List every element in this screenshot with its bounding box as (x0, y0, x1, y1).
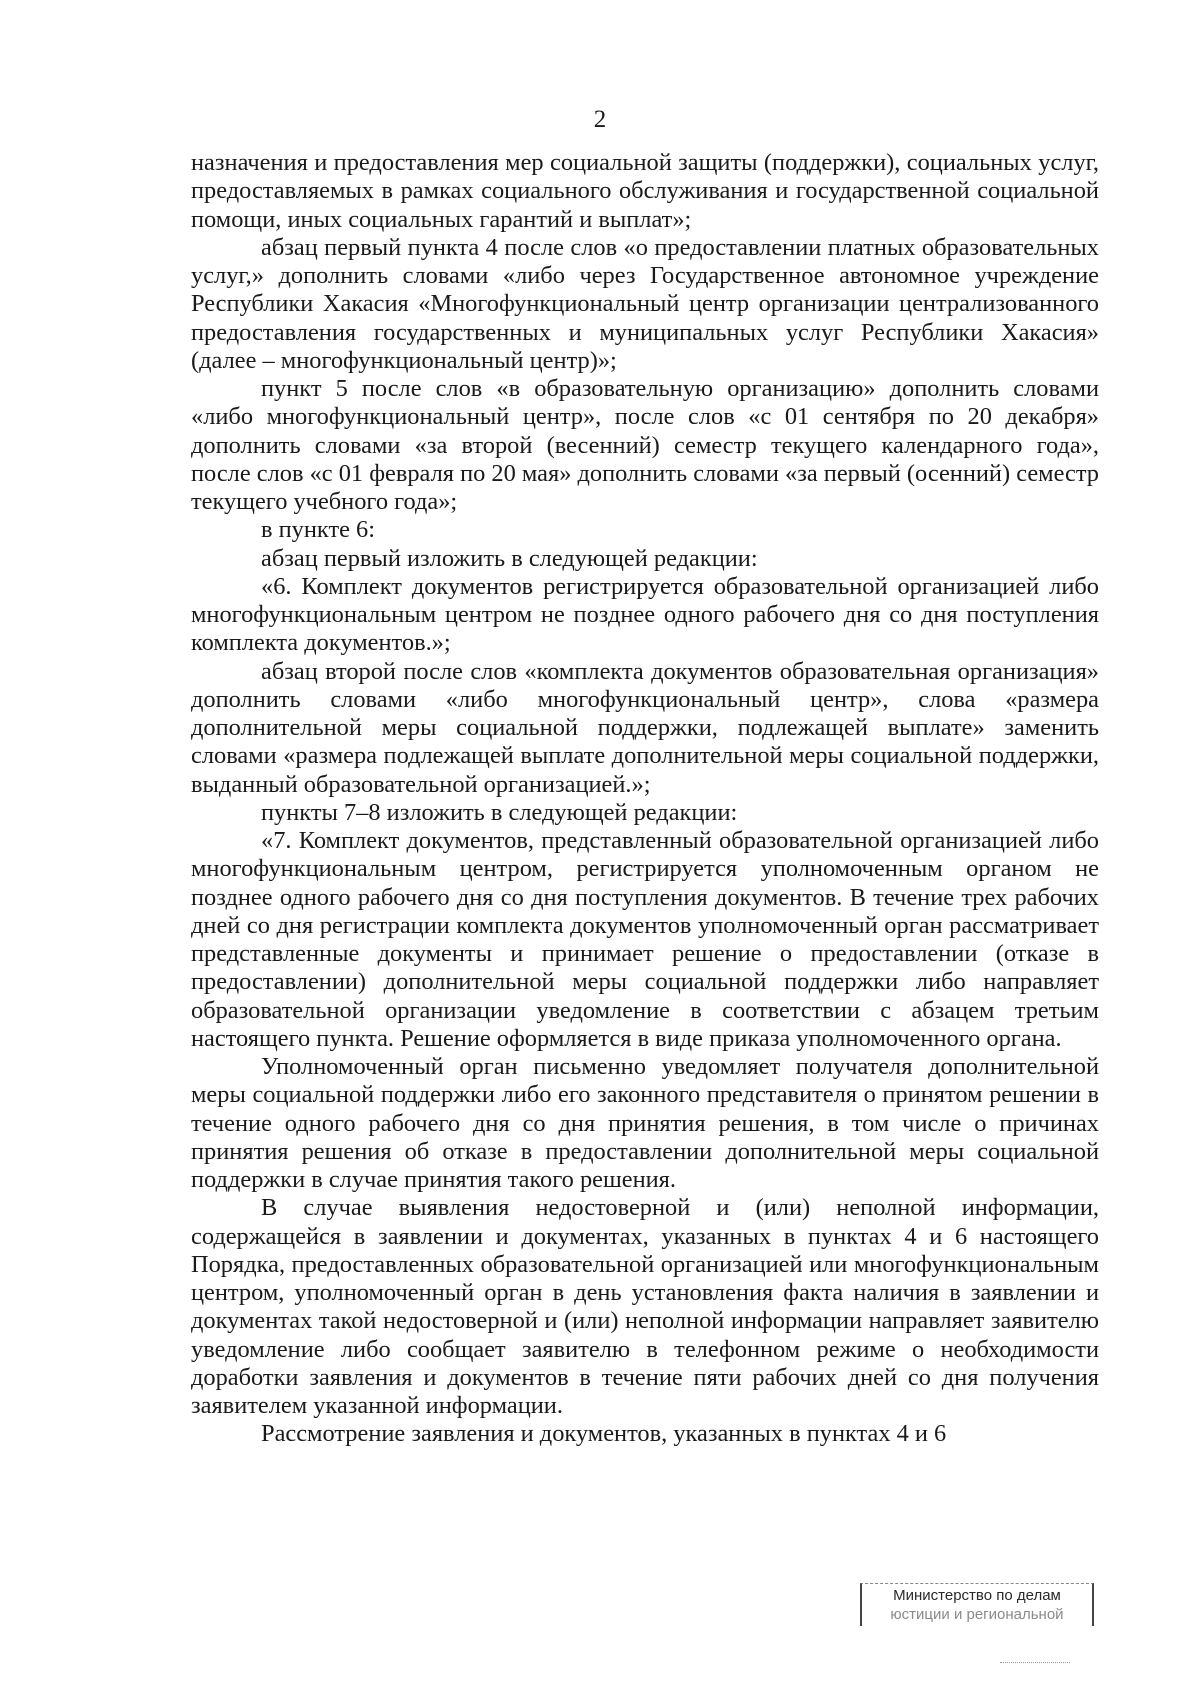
paragraph-item6-intro: в пункте 6: (261, 516, 375, 544)
stamp-line-2: юстиции и региональной (890, 1606, 1064, 1623)
paragraph-item6-second-abzac: абзац второй после слов «комплекта документов образовательная организация» дополнить словами «либо многофункциональный центр», слова «размера дополнительной меры социальной поддержки, подлежащей выплате» заменить словами «размера подлежащей выплате дополнительной меры социальной поддержки, выданный образовательной организацией.»; (191, 657, 1099, 798)
paragraph-item6-new-text: «6. Комплект документов регистрируется образовательной организацией либо многофункциональным центром не позднее одного рабочего дня со дня поступления комплекта документов.»; (191, 572, 1099, 657)
document-body (191, 149, 1099, 1449)
paragraph-incomplete-info: В случае выявления недостоверной и (или) неполной информации, содержащейся в заявлении и документах, указанных в пунктах 4 и 6 настоящего Порядка, предоставленных образовательной организацией или многофункциональным центром, уполномоченный орган в день установления факта наличия в заявлении и документах такой недостоверной и (или) неполной информации направляет заявителю уведомление либо сообщает заявителю в телефонном режиме о необходимости доработки заявления и документов в течение пяти рабочих дней со дня получения заявителем указанной информации. (191, 1194, 1099, 1419)
paragraph-consideration: Рассмотрение заявления и документов, указанных в пунктах 4 и 6 (261, 1420, 947, 1448)
paragraph-item4-amendment: абзац первый пункта 4 после слов «о предоставлении платных образовательных услуг,» дополнить словами «либо через Государственное автономное учреждение Республики Хакасия «Многофункциональный центр организации централизованного предоставления государственных и муниципальных услуг Республики Хакасия» (далее – многофункциональный центр)»; (191, 233, 1099, 374)
paragraph-item6-first-abzac: абзац первый изложить в следующей редакции: (261, 544, 758, 572)
paragraph-item7-new-text: «7. Комплект документов, представленный образовательной организацией либо многофункциональным центром, регистрируется уполномоченным органом не позднее одного рабочего дня со дня поступления документов. В течение трех рабочих дней со дня регистрации комплекта документов уполномоченный орган рассматривает представленные документы и принимает решение о предоставлении (отказе в предоставлении) дополнительной меры социальной поддержки либо направляет образовательной организации уведомление в соответствии с абзацем третьим настоящего пункта. Решение оформляется в виде приказа уполномоченного органа. (191, 827, 1099, 1052)
paragraph-item5-amendment: пункт 5 после слов «в образовательную организацию» дополнить словами «либо многофункциональный центр», после слов «с 01 сентября по 20 декабря» дополнить словами «за второй (весенний) семестр текущего календарного года», после слов «с 01 февраля по 20 мая» дополнить словами «за первый (осенний) семестр текущего учебного года»; (191, 375, 1099, 515)
page-number: 2 (593, 106, 607, 133)
paragraph-continuation: назначения и предоставления мер социальной защиты (поддержки), социальных услуг, предоставляемых в рамках социального обслуживания и государственной социальной помощи, иных социальных гарантий и выплат»; (191, 149, 1099, 233)
registration-stamp (860, 1583, 1094, 1626)
paragraph-notification: Уполномоченный орган письменно уведомляет получателя дополнительной меры социальной поддержки либо его законного представителя о принятом решении в течение одного рабочего дня со дня принятия решения, в том числе о причинах принятия решения об отказе в предоставлении дополнительной меры социальной поддержки в случае принятия такого решения. (191, 1053, 1099, 1193)
stamp-underline (1000, 1662, 1070, 1663)
paragraph-items7-8-intro: пункты 7–8 изложить в следующей редакции: (261, 798, 738, 826)
stamp-line-1: Министерство по делам (893, 1587, 1061, 1604)
